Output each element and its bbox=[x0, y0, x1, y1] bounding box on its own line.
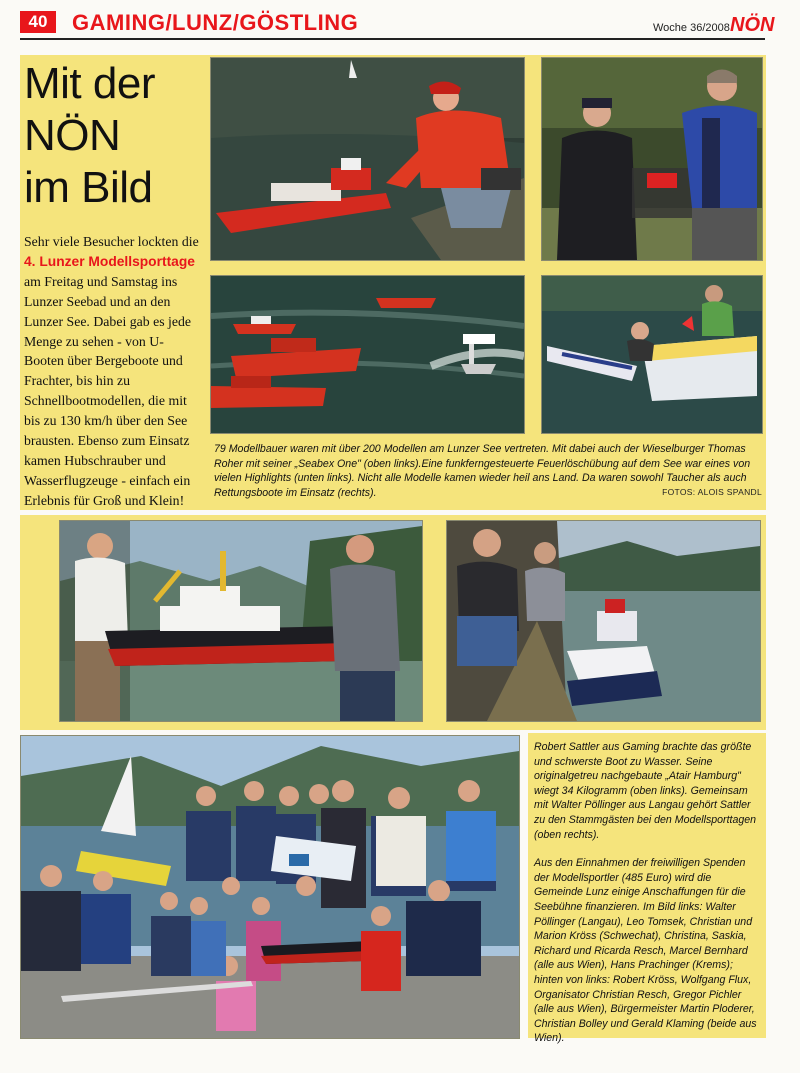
ship-photo-icon bbox=[60, 521, 422, 721]
photo-rescue-boat bbox=[541, 275, 763, 434]
group-photo-icon bbox=[21, 736, 519, 1038]
headline-line-2: NÖN bbox=[24, 111, 121, 160]
noen-logo: NÖN bbox=[730, 14, 775, 36]
fireboat-photo-icon bbox=[211, 276, 524, 433]
photo-group-donation bbox=[20, 735, 520, 1039]
top-photo-caption: 79 Modellbauer waren mit über 200 Modellen am Lunzer See vertreten. Mit dabei auch der Wieselburger Thomas Roher mit seiner „Seabex One" (oben links).Eine funkferngesteuerte Feuerlöschübung auf dem See war eines von vielen Highlights (unten links). Nicht alle Modelle kamen wieder heil ans Land. Da waren sowohl Taucher als auch Rettungsboote im Einsatz (rechts). bbox=[214, 443, 751, 499]
headline-line-3: im Bild bbox=[24, 163, 153, 212]
photo-fireboat-exercise bbox=[210, 275, 525, 434]
photo-stammgaeste bbox=[446, 520, 761, 722]
lead-text-end: am Freitag und Samstag ins Lunzer Seebad und an den Lunzer See. Dabei gab es jede Menge zu sehen - von U-Booten über Bergeboote und Frachter, bis hin zu Schnellbootmodellen, die mit bis zu 130 km/h über den See brausten. Ebenso zum Einsatz kamen Hubschrauber und Wasserflugzeuge - einfach ein Erlebnis für Groß und Klein! bbox=[24, 273, 192, 508]
caption-paragraph-2: Aus den Einnahmen der freiwilligen Spenden der Modellsportler (485 Euro) wird die Gemeinde Lunz einige Anschaffungen für die Seebühne finanzieren. Im Bild links: Walter Pöllinger (Langau), Leo Tomsek, Christian und Marion Kröss (Schwechat), Christina, Saskia, Richard und Ricarda Resch, Marcel Bernhard (alle aus Wien), Hans Prachinger (Krems); hinten von links: Robert Kröss, Wolfgang Flux, Organisator Christian Resch, Gregor Pichler (alle aus Wien), Bürgermeister Martin Ploderer, Christian Bolley und Gerald Klaming (beide aus Wien). bbox=[534, 857, 757, 1045]
diver-photo-icon bbox=[542, 58, 762, 260]
header-rule bbox=[20, 38, 765, 40]
headline-line-1: Mit der bbox=[24, 59, 155, 108]
lead-highlight: 4. Lunzer Modellsporttage bbox=[24, 253, 195, 269]
rescue-photo-icon bbox=[542, 276, 762, 433]
lead-paragraph bbox=[24, 232, 202, 511]
photo-atair-hamburg bbox=[59, 520, 423, 722]
headline bbox=[24, 58, 155, 214]
section-title: GAMING/LUNZ/GÖSTLING bbox=[72, 10, 359, 35]
page-number: 40 bbox=[20, 11, 56, 33]
boat-photo-icon bbox=[211, 58, 524, 260]
caption-paragraph-1: Robert Sattler aus Gaming brachte das größte und schwerste Boot zu Wasser. Seine originalgetreu nachgebaute „Atair Hamburg" wiegt 34 Kilogramm (oben links). Gemeinsam mit Walter Pöllinger aus Langau gehört Sattler zu den Stammgästen bei den Modellsporttagen (oben rechts). bbox=[534, 741, 757, 841]
photo-diver-modeller bbox=[541, 57, 763, 261]
issue-week: Woche 36/2008 bbox=[653, 22, 730, 34]
photo-seabex-one bbox=[210, 57, 525, 261]
bottom-photo-caption bbox=[534, 740, 762, 1060]
people-photo-icon bbox=[447, 521, 760, 721]
photo-credit: FOTOS: ALOIS SPANDL bbox=[662, 487, 762, 497]
lead-text-start: Sehr viele Besucher lockten die bbox=[24, 234, 199, 249]
